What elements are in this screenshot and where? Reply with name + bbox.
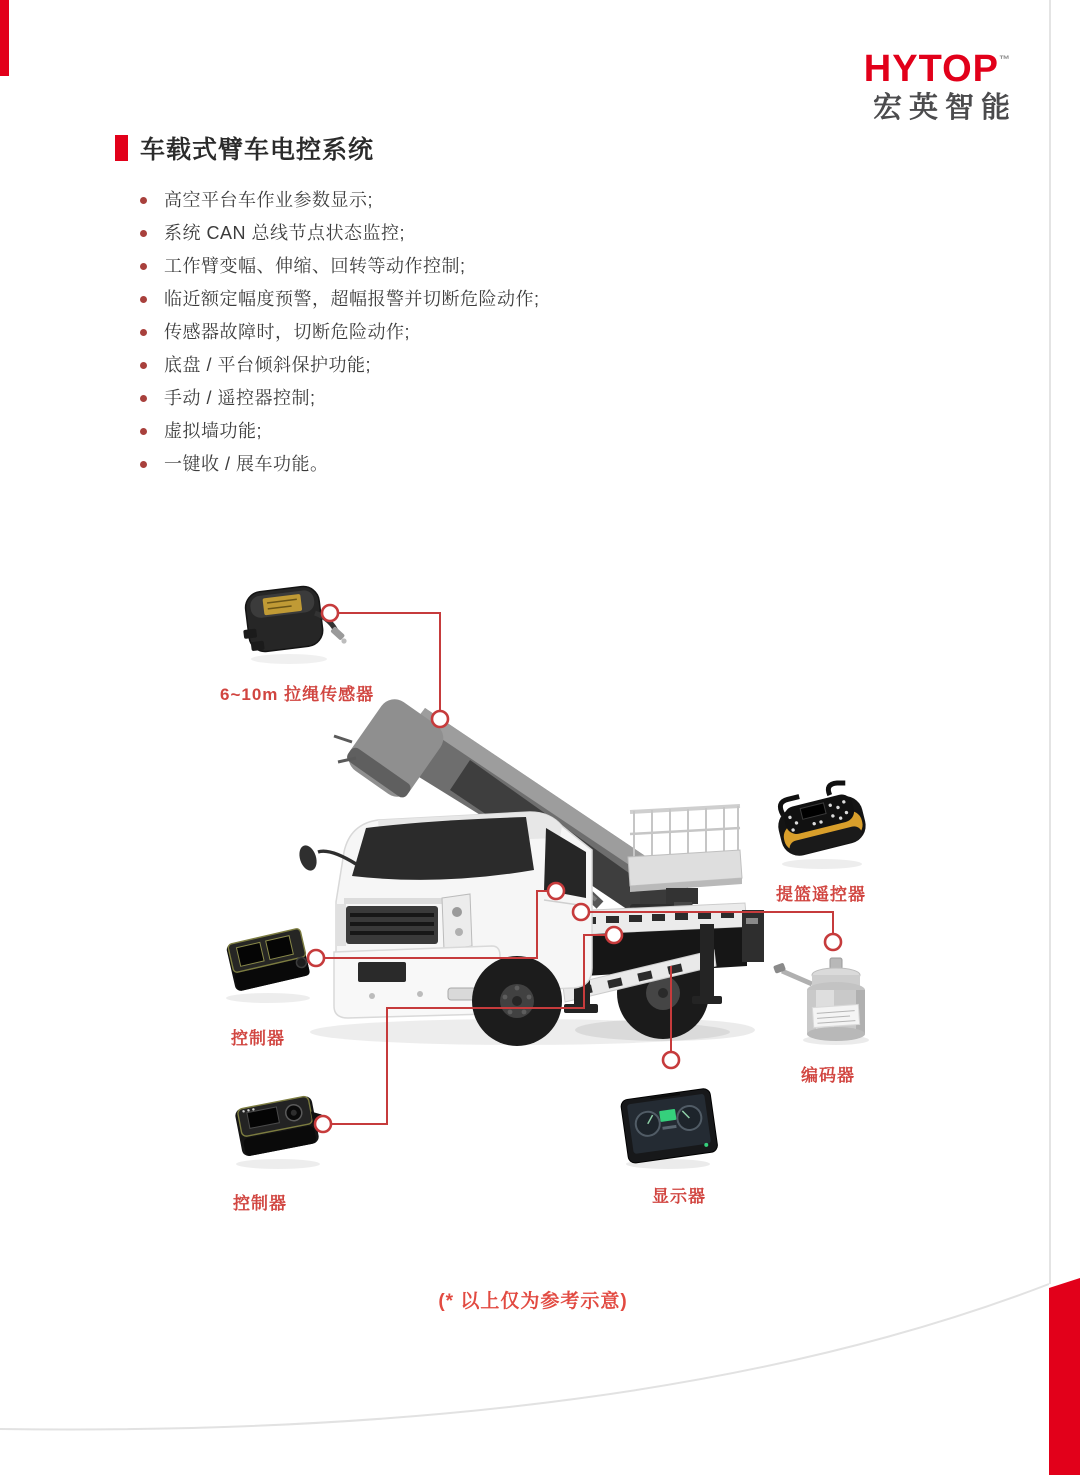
feature-item: 底盘 / 平台倾斜保护功能; (140, 349, 540, 382)
feature-item: 高空平台车作业参数显示; (140, 184, 540, 217)
bullet-dot-icon (140, 329, 147, 336)
connector-node-icon (432, 711, 448, 727)
bullet-dot-icon (140, 230, 147, 237)
bullet-dot-icon (140, 428, 147, 435)
controller-top-image (226, 928, 311, 1003)
label-display: 显示器 (652, 1187, 706, 1206)
bullet-dot-icon (140, 197, 147, 204)
connector-node-icon (322, 605, 338, 621)
system-diagram-illustration (180, 560, 900, 1180)
connector-node-icon (663, 1052, 679, 1068)
connector-node-icon (315, 1116, 331, 1132)
label-rope-sensor: 6~10m 拉绳传感器 (220, 685, 375, 704)
feature-item: 工作臂变幅、伸缩、回转等动作控制; (140, 250, 540, 283)
rope-sensor-image (239, 585, 347, 664)
trademark-symbol: ™ (999, 54, 1010, 66)
label-encoder: 编码器 (801, 1066, 855, 1085)
page-title: 车载式臂车电控系统 (140, 136, 375, 164)
encoder-image (773, 958, 869, 1045)
bullet-dot-icon (140, 296, 147, 303)
footnote: (* 以上仅为参考示意) (438, 1291, 628, 1312)
connector-node-icon (606, 927, 622, 943)
section-title-row (115, 130, 374, 166)
connector-node-icon (573, 904, 589, 920)
bullet-dot-icon (140, 395, 147, 402)
feature-item: 虚拟墙功能; (140, 415, 540, 448)
connector-node-icon (308, 950, 324, 966)
feature-item: 手动 / 遥控器控制; (140, 382, 540, 415)
bullet-dot-icon (140, 362, 147, 369)
connector-node-icon (825, 934, 841, 950)
feature-item: 一键收 / 展车功能。 (140, 448, 540, 481)
feature-item: 临近额定幅度预警，超幅报警并切断危险动作; (140, 283, 540, 316)
feature-item: 系统 CAN 总线节点状态监控; (140, 217, 540, 250)
brand-wordmark: HYTOP™ (863, 48, 1010, 90)
feature-item: 传感器故障时，切断危险动作; (140, 316, 540, 349)
display-image (620, 1088, 718, 1169)
basket-remote-image (771, 778, 870, 869)
label-controller-bottom: 控制器 (233, 1194, 287, 1213)
controller-bottom-image (234, 1094, 327, 1169)
label-basket-remote: 提篮遥控器 (776, 885, 866, 904)
brand-chinese-name: 宏英智能 (872, 92, 1017, 124)
truck-illustration (296, 693, 764, 1046)
bullet-dot-icon (140, 461, 147, 468)
brand-logo (863, 48, 1017, 124)
label-controller-top: 控制器 (231, 1029, 285, 1048)
title-marker (115, 135, 128, 161)
top-left-red-bar (0, 0, 9, 76)
feature-list (140, 184, 540, 481)
connector-node-icon (548, 883, 564, 899)
bullet-dot-icon (140, 263, 147, 270)
